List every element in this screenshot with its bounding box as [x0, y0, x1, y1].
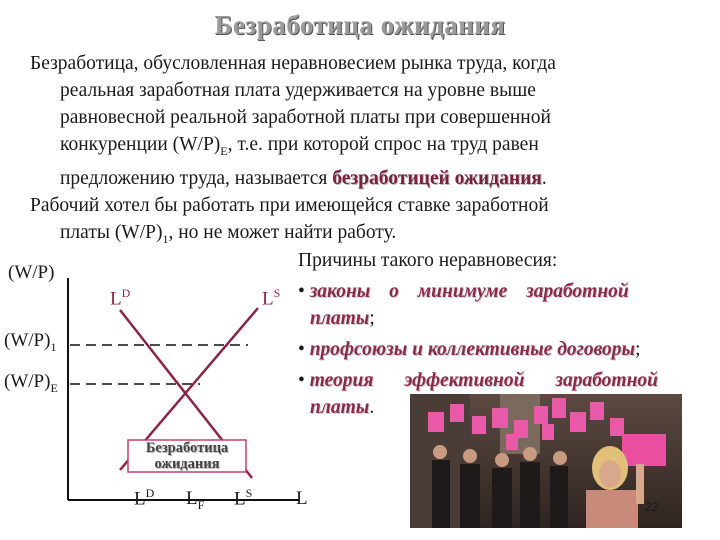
wage-level-e-label: $(W/P)_E$: [4, 371, 58, 395]
cause-item-2: • профсоюзы и коллективные договоры;: [298, 339, 641, 360]
definition-line-4: конкуренции $(W/P)_E$, т.е. при которой спрос на труд равен: [60, 134, 539, 158]
slide-number: 22: [645, 500, 659, 514]
unemployment-gap-label: Безработица ожидания: [145, 440, 229, 472]
causes-heading: Причины такого неравновесия:: [298, 250, 558, 271]
definition-line-3: равновесной реальной заработной платы при совершенной: [60, 107, 551, 128]
definition-line-5: предложению труда, называется безработицей ожидания.: [60, 167, 547, 189]
cause-item-1: • законы о минимуме заработной: [298, 281, 629, 302]
term-highlight: безработицей ожидания: [332, 167, 542, 189]
wage-level-1-label: $(W/P)_1$: [4, 330, 57, 354]
cause-item-3-cont: платы.: [310, 397, 375, 418]
x-tick-ls: $L^S$: [234, 486, 253, 510]
definition-line-2: реальная заработная плата удерживается на уровне выше: [60, 80, 536, 101]
protest-photo: [410, 394, 682, 528]
cause-item-3: • теория эффективной заработной: [298, 370, 659, 391]
x-tick-ld: $L^D$: [134, 486, 155, 510]
demand-curve-label: $L^D$: [110, 286, 131, 310]
x-axis-label: L: [296, 488, 308, 509]
worker-line-1: Рабочий хотел бы работать при имеющейся ставке заработной: [30, 195, 549, 216]
worker-line-2: платы $(W/P)_1$, но не может найти работу.: [60, 222, 397, 246]
x-tick-lf: $L_F$: [186, 488, 205, 512]
y-axis-label: (W/P): [8, 262, 55, 283]
supply-curve-label: $L^S$: [262, 286, 281, 310]
definition-line-1: Безработица, обусловленная неравновесием рынка труда, когда: [30, 53, 556, 74]
slide-title: Безработица ожидания: [214, 10, 506, 40]
cause-item-1-cont: платы;: [310, 308, 375, 329]
